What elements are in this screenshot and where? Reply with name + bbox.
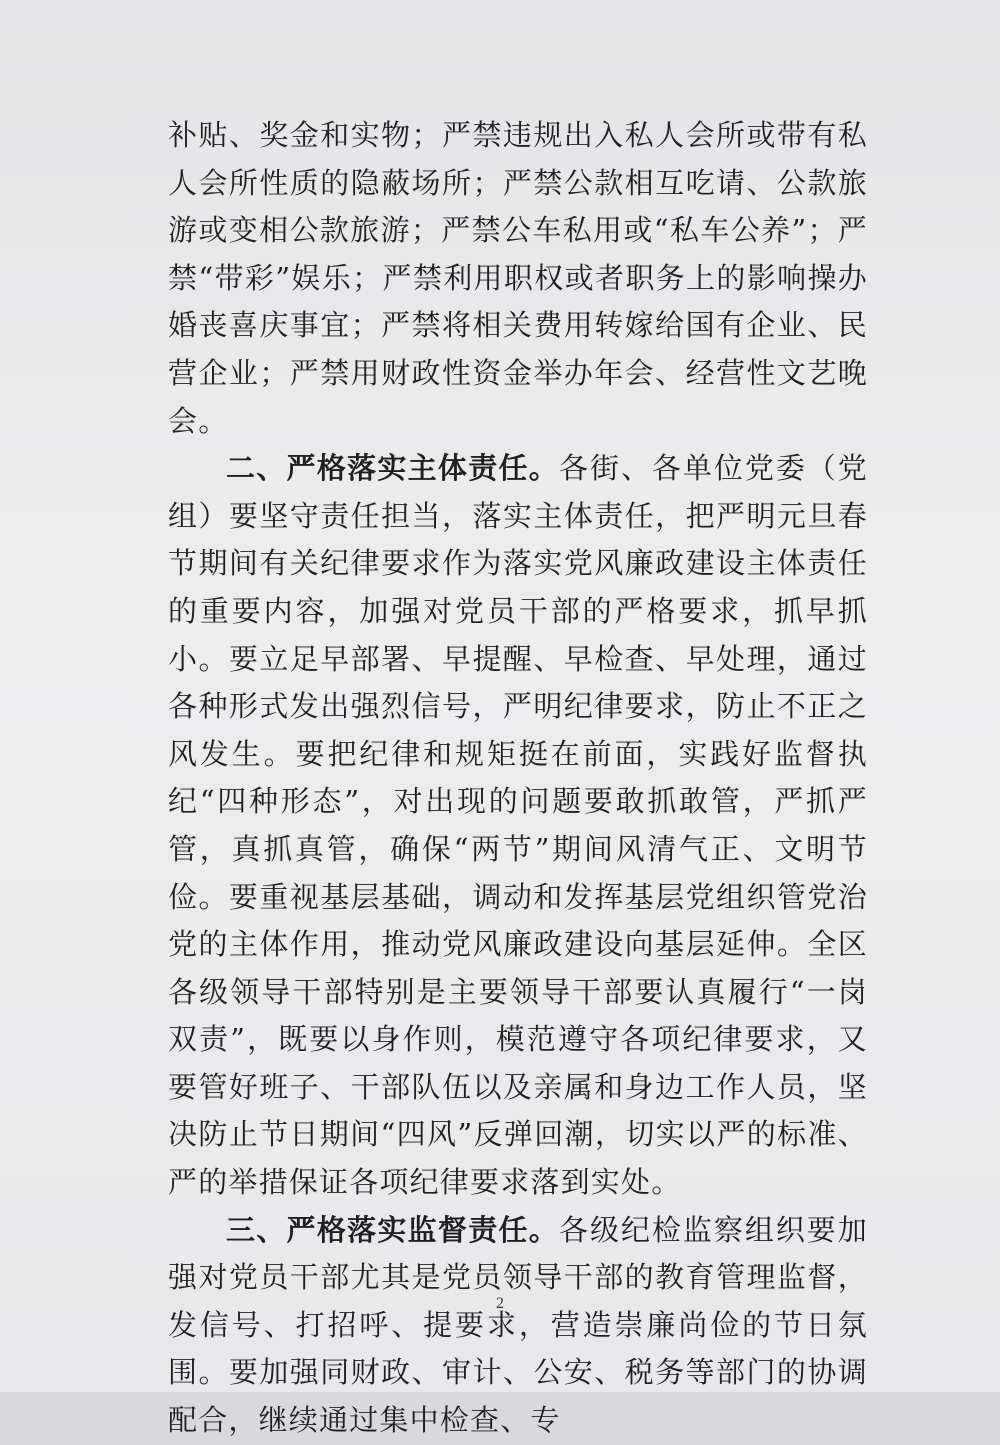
paragraph-section-two: [168, 445, 868, 1207]
paragraph-continuation: [168, 112, 868, 445]
paragraph-text: 各街、各单位党委（党组）要坚守责任担当，落实主体责任，把严明元旦春节期间有关纪律要求作为落实党风廉政建设主体责任的重要内容，加强对党员干部的严格要求，抓早抓小。要立足早部署、早提醒、早检查、早处理，通过各种形式发出强烈信号，严明纪律要求，防止不正之风发生。要把纪律和规矩挺在前面，实践好监督执纪“四种形态”，对出现的问题要敢抓敢管，严抓严管，真抓真管，确保“两节”期间风清气正、文明节俭。要重视基层基础，调动和发挥基层党组织管党治党的主体作用，推动党风廉政建设向基层延伸。全区各级领导干部特别是主要领导干部要认真履行“一岗双责”，既要以身作则，模范遵守各项纪律要求，又要管好班子、干部队伍以及亲属和身边工作人员，坚决防止节日期间“四风”反弹回潮，切实以严的标准、严的举措保证各项纪律要求落到实处。: [168, 451, 868, 1200]
section-heading: 二、严格落实主体责任。: [226, 451, 560, 486]
paragraph-section-three: [168, 1207, 868, 1445]
section-heading: 三、严格落实监督责任。: [226, 1212, 560, 1247]
paragraph-text: 补贴、奖金和实物；严禁违规出入私人会所或带有私人会所性质的隐蔽场所；严禁公款相互吃请、公款旅游或变相公款旅游；严禁公车私用或“私车公养”；严禁“带彩”娱乐；严禁利用职权或者职务上的影响操办婚丧喜庆事宜；严禁将相关费用转嫁给国有企业、民营企业；严禁用财政性资金举办年会、经营性文艺晚会。: [168, 118, 868, 438]
paragraph-text: 各级纪检监察组织要加强对党员干部尤其是党员领导干部的教育管理监督，发信号、打招呼、提要求，营造崇廉尚俭的节日氛围。要加强同财政、审计、公安、税务等部门的协调配合，继续通过集中检查、专: [168, 1212, 868, 1438]
document-body: [168, 112, 868, 1445]
page-number: 2: [496, 1295, 504, 1312]
